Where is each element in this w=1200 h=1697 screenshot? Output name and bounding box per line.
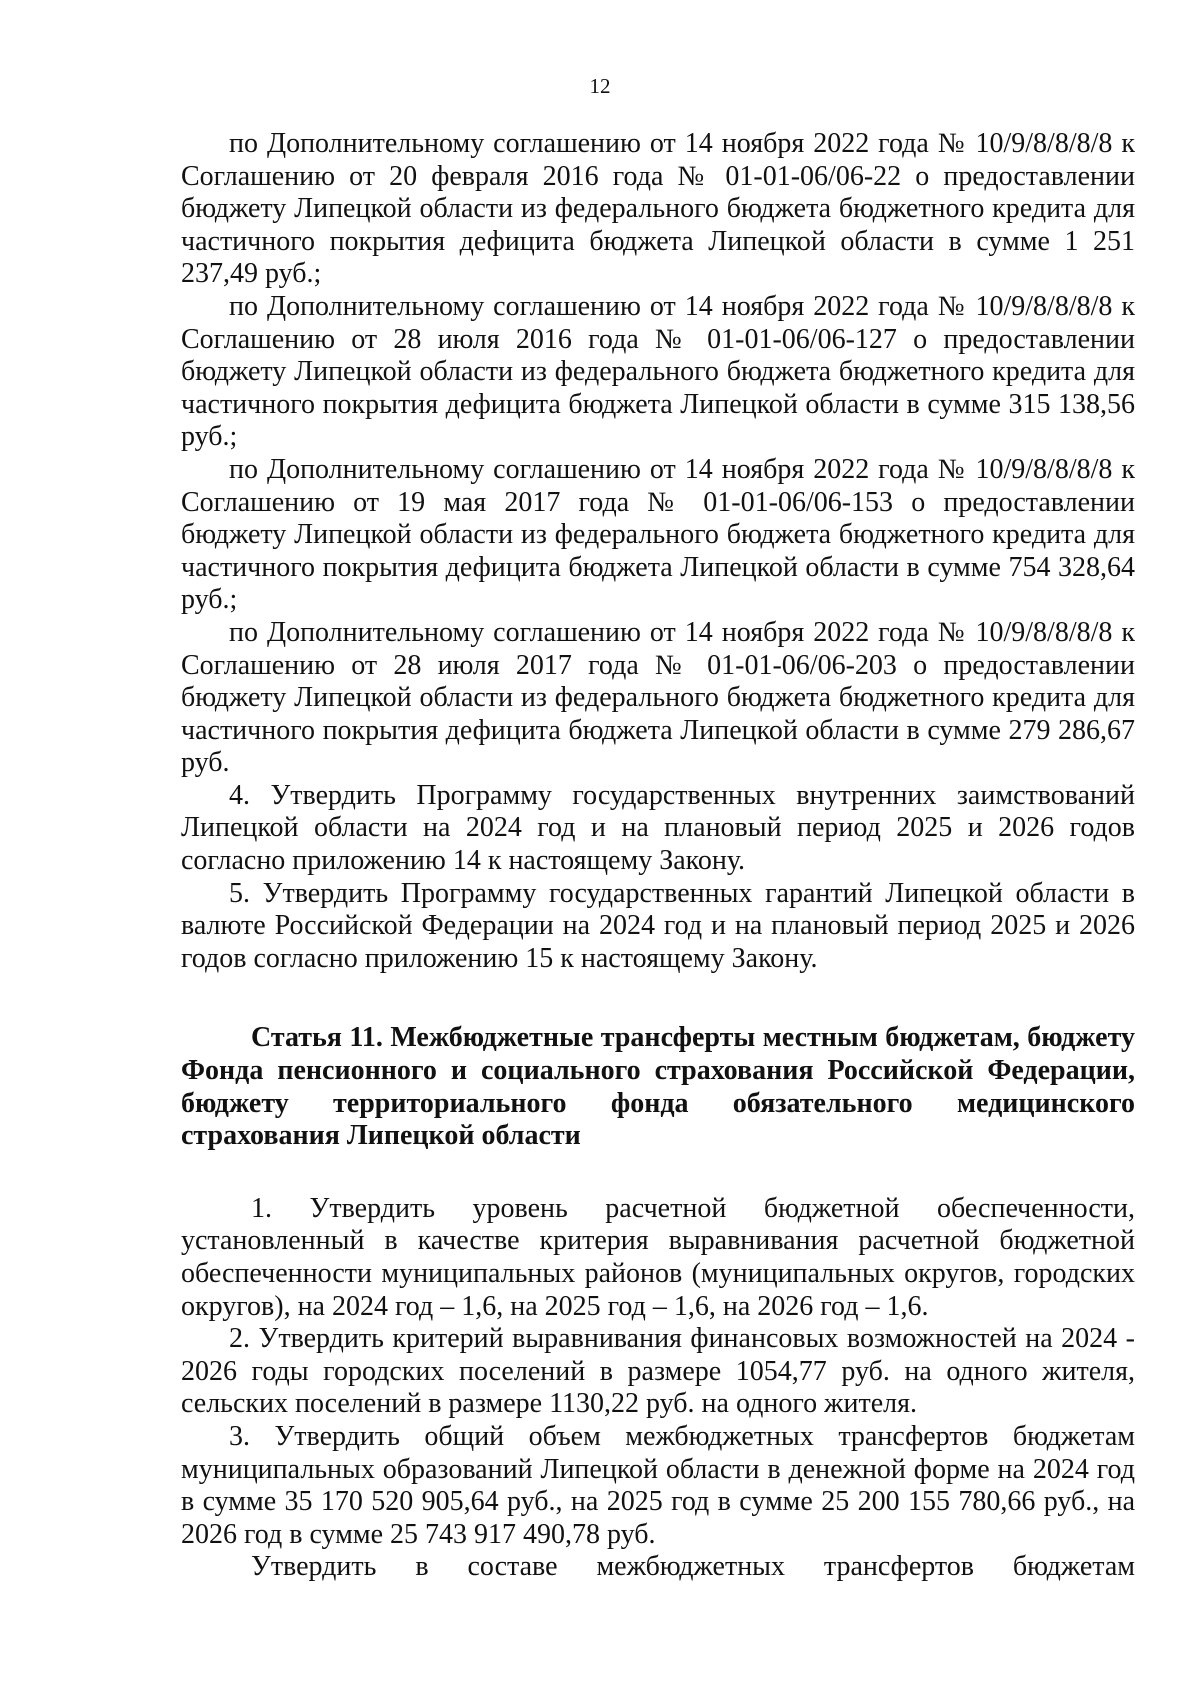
article-11-item-3: 3. Утвердить общий объем межбюджетных трансфертов бюджетам муниципальных образований Липецкой области в денежной форме на 2024 год в сумме 35 170 520 905,64 руб., на 2025 год в сумме 25 200 155 780,66 руб., на 2026 год в сумме 25 743 917 490,78 руб. [181,1420,1135,1550]
paragraph-agreement-2016-07: по Дополнительному соглашению от 14 ноября 2022 года № 10/9/8/8/8/8 к Соглашению от 28 июля 2016 года № 01-01-06/06-127 о предоставлении бюджету Липецкой области из федерального бюджета бюджетного кредита для частичного покрытия дефицита бюджета Липецкой области в сумме 315 138,56 руб.; [181,290,1135,453]
page-number: 12 [589,74,611,98]
paragraph-item-5: 5. Утвердить Программу государственных гарантий Липецкой области в валюте Российской Федерации на 2024 год и на плановый период 2025 и 2026 годов согласно приложению 15 к настоящему Закону. [181,877,1135,974]
article-11-item-2: 2. Утвердить критерий выравнивания финансовых возможностей на 2024 - 2026 годы городских поселений в размере 1054,77 руб. на одного жителя, сельских поселений в размере 1130,22 руб. на одного жителя. [181,1323,1135,1420]
paragraph-agreement-2017-05: по Дополнительному соглашению от 14 ноября 2022 года № 10/9/8/8/8/8 к Соглашению от 19 мая 2017 года № 01-01-06/06-153 о предоставлении бюджету Липецкой области из федерального бюджета бюджетного кредита для частичного покрытия дефицита бюджета Липецкой области в сумме 754 328,64 руб.; [181,453,1135,616]
article-11-continuation: Утвердить в составе межбюджетных трансфертов бюджетам [251,1551,1135,1583]
paragraph-item-4: 4. Утвердить Программу государственных внутренних заимствований Липецкой области на 2024 год и на плановый период 2025 и 2026 годов согласно приложению 14 к настоящему Закону. [181,779,1135,877]
article-11-heading: Статья 11. Межбюджетные трансферты местным бюджетам, бюджету Фонда пенсионного и социального страхования Российской Федерации, бюджету территориального фонда обязательного медицинского страхования Липецкой области [181,1022,1135,1152]
document-body [181,128,1135,1584]
article-11-item-1: 1. Утвердить уровень расчетной бюджетной обеспеченности, установленный в качестве критерия выравнивания расчетной бюджетной обеспеченности муниципальных районов (муниципальных округов, городских округов), на 2024 год – 1,6, на 2025 год – 1,6, на 2026 год – 1,6. [181,1192,1135,1322]
paragraph-agreement-2016-02: по Дополнительному соглашению от 14 ноября 2022 года № 10/9/8/8/8/8 к Соглашению от 20 февраля 2016 года № 01-01-06/06-22 о предоставлении бюджету Липецкой области из федерального бюджета бюджетного кредита для частичного покрытия дефицита бюджета Липецкой области в сумме 1 251 237,49 руб.; [181,128,1135,290]
paragraph-agreement-2017-07: по Дополнительному соглашению от 14 ноября 2022 года № 10/9/8/8/8/8 к Соглашению от 28 июля 2017 года № 01-01-06/06-203 о предоставлении бюджету Липецкой области из федерального бюджета бюджетного кредита для частичного покрытия дефицита бюджета Липецкой области в сумме 279 286,67 руб. [181,616,1135,779]
